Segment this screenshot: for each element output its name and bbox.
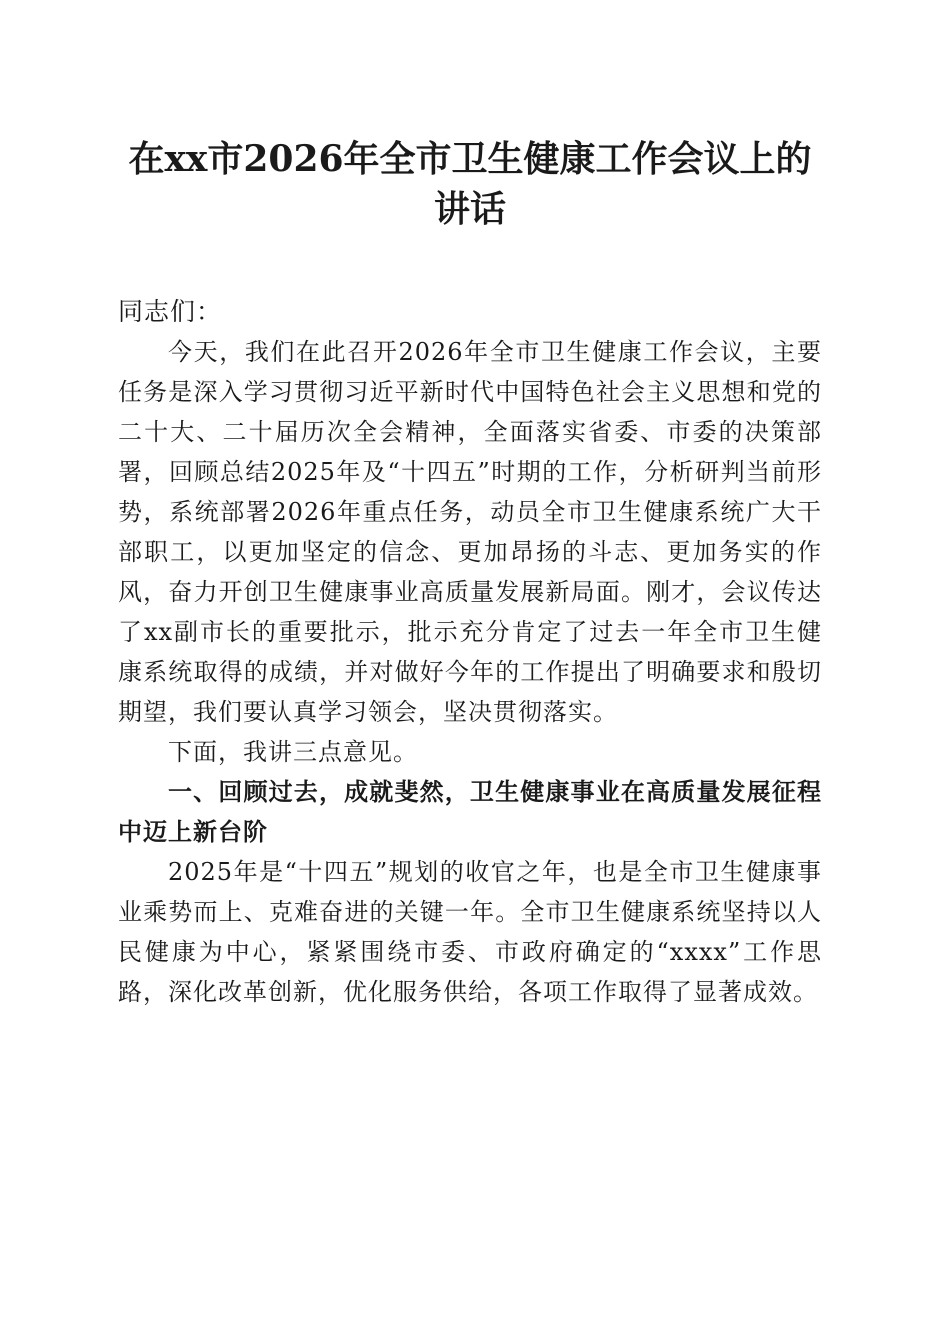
salutation: 同志们： xyxy=(118,297,223,326)
section-heading: 一、回顾过去，成就斐然，卫生健康事业在高质量发展征程中迈上新台阶 xyxy=(118,778,822,846)
document-body xyxy=(118,134,822,1012)
section-paragraph: 2025年是“十四五”规划的收官之年，也是全市卫生健康事业乘势而上、克难奋进的关键一年。全市卫生健康系统坚持以人民健康为中心，紧紧围绕市委、市政府确定的“xxxx”工作思路，深化改革创新，优化服务供给，各项工作取得了显著成效。 xyxy=(118,858,822,1006)
transition-paragraph: 下面，我讲三点意见。 xyxy=(168,738,418,766)
document-title: 在xx市2026年全市卫生健康工作会议上的讲话 xyxy=(128,138,812,230)
intro-paragraph: 今天，我们在此召开2026年全市卫生健康工作会议，主要任务是深入学习贯彻习近平新时代中国特色社会主义思想和党的二十大、二十届历次全会精神，全面落实省委、市委的决策部署，回顾总结2025年及“十四五”时期的工作，分析研判当前形势，系统部署2026年重点任务，动员全市卫生健康系统广大干部职工，以更加坚定的信念、更加昂扬的斗志、更加务实的作风，奋力开创卫生健康事业高质量发展新局面。刚才，会议传达了xx副市长的重要批示，批示充分肯定了过去一年全市卫生健康系统取得的成绩，并对做好今年的工作提出了明确要求和殷切期望，我们要认真学习领会，坚决贯彻落实。 xyxy=(118,338,822,726)
